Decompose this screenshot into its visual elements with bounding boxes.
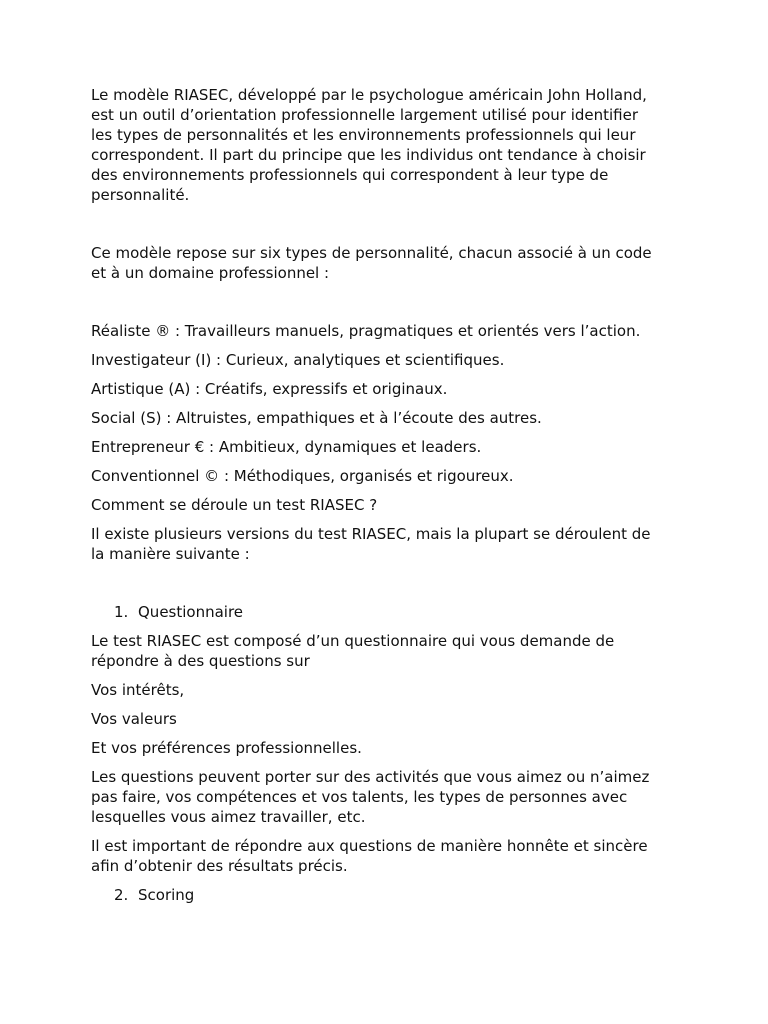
text-line: et à un domaine professionnel : xyxy=(91,264,330,282)
text-line: Il existe plusieurs versions du test RIASEC, mais la plupart se déroulent de xyxy=(91,525,651,543)
list-label: Questionnaire xyxy=(138,603,244,621)
text-line: personnalité. xyxy=(91,186,190,204)
text-line: Le modèle RIASEC, développé par le psychologue américain John Holland, xyxy=(91,86,647,104)
text-line: Ce modèle repose sur six types de personnalité, chacun associé à un code xyxy=(91,244,652,262)
type-investigateur: Investigateur (I) : Curieux, analytiques et scientifiques. xyxy=(91,351,505,369)
honesty-paragraph xyxy=(91,836,681,876)
text-line: Le test RIASEC est composé d’un questionnaire qui vous demande de xyxy=(91,632,615,650)
text-line: lesquelles vous aimez travailler, etc. xyxy=(91,808,366,826)
list-label: Scoring xyxy=(138,886,195,904)
paragraph-spacer xyxy=(91,214,681,243)
list-number: 1. xyxy=(114,603,129,621)
list-item-step-2 xyxy=(91,885,681,905)
versions-paragraph xyxy=(91,524,681,564)
intro-paragraph xyxy=(91,85,681,205)
question-heading: Comment se déroule un test RIASEC ? xyxy=(91,496,378,514)
interests-line: Vos intérêts, xyxy=(91,681,185,699)
text-line: des environnements professionnels qui correspondent à leur type de xyxy=(91,166,609,184)
text-line: les types de personnalités et les environnements professionnels qui leur xyxy=(91,126,636,144)
document-page xyxy=(91,85,681,914)
text-line: est un outil d’orientation professionnelle largement utilisé pour identifier xyxy=(91,106,639,124)
paragraph-spacer xyxy=(91,573,681,602)
list-item-step-1 xyxy=(91,602,681,622)
text-line: Il est important de répondre aux questions de manière honnête et sincère xyxy=(91,837,648,855)
questionnaire-paragraph xyxy=(91,631,681,671)
text-line: afin d’obtenir des résultats précis. xyxy=(91,857,348,875)
values-line: Vos valeurs xyxy=(91,710,177,728)
text-line: la manière suivante : xyxy=(91,545,250,563)
text-line: répondre à des questions sur xyxy=(91,652,310,670)
type-social: Social (S) : Altruistes, empathiques et à l’écoute des autres. xyxy=(91,409,542,427)
six-types-paragraph xyxy=(91,243,681,283)
text-line: pas faire, vos compétences et vos talents, les types de personnes avec xyxy=(91,788,628,806)
list-number: 2. xyxy=(114,886,129,904)
type-realiste: Réaliste ® : Travailleurs manuels, pragmatiques et orientés vers l’action. xyxy=(91,322,641,340)
questions-topics-paragraph xyxy=(91,767,681,827)
type-conventionnel: Conventionnel © : Méthodiques, organisés et rigoureux. xyxy=(91,467,514,485)
text-line: Les questions peuvent porter sur des activités que vous aimez ou n’aimez xyxy=(91,768,650,786)
paragraph-spacer xyxy=(91,292,681,321)
text-line: correspondent. Il part du principe que les individus ont tendance à choisir xyxy=(91,146,646,164)
type-artistique: Artistique (A) : Créatifs, expressifs et originaux. xyxy=(91,380,448,398)
preferences-line: Et vos préférences professionnelles. xyxy=(91,739,362,757)
type-entrepreneur: Entrepreneur € : Ambitieux, dynamiques et leaders. xyxy=(91,438,482,456)
